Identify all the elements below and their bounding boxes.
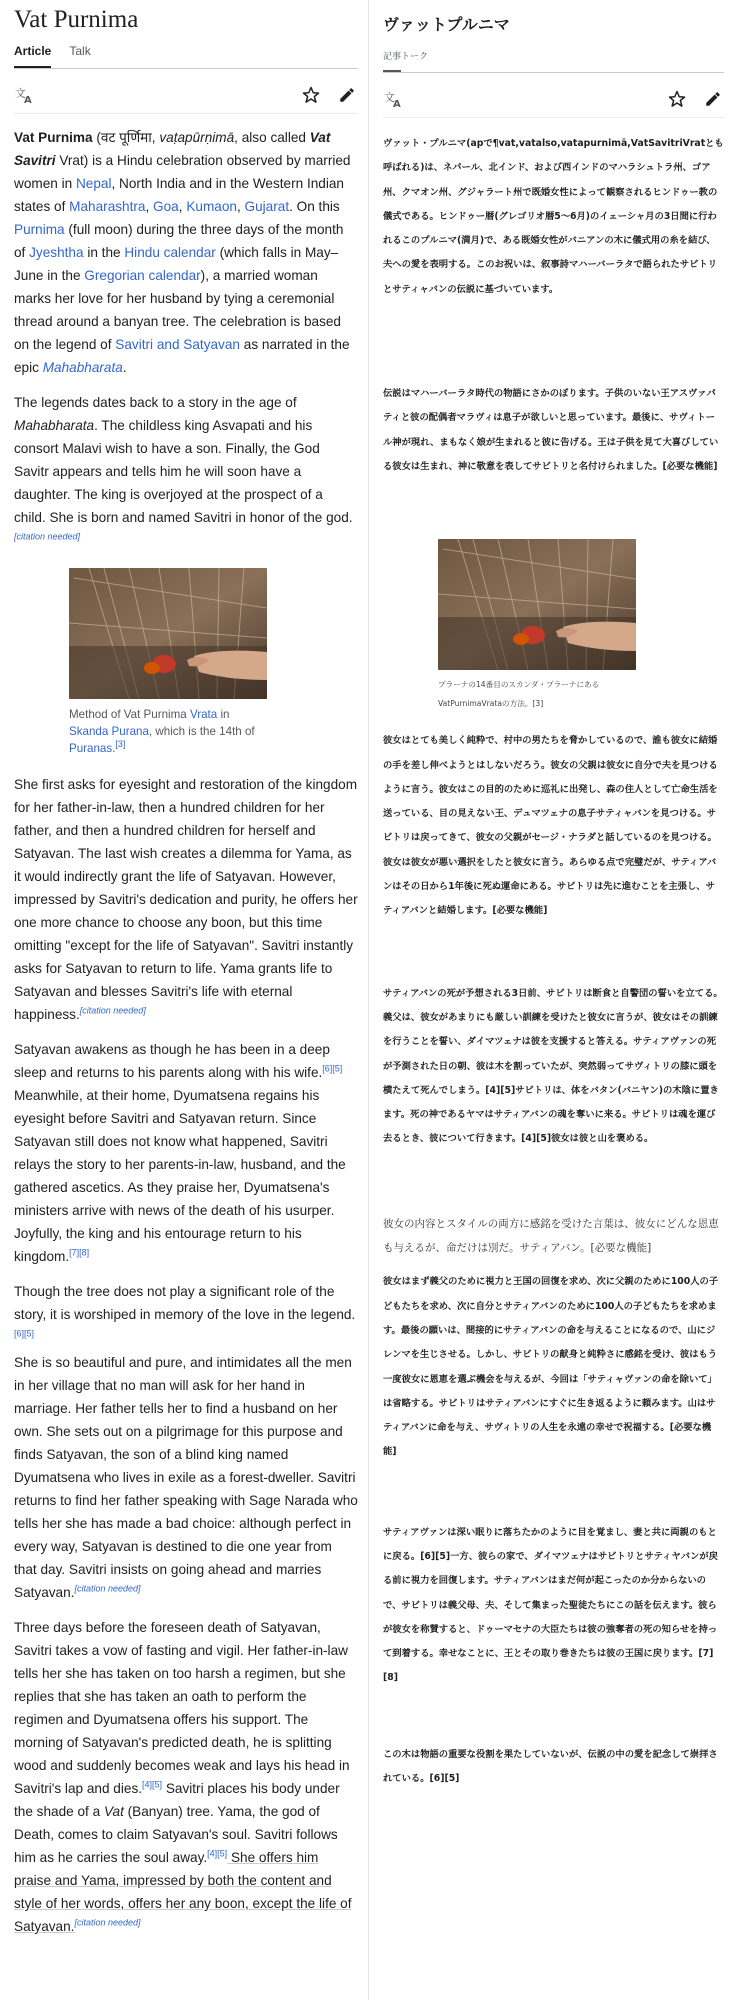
page-toolbar bbox=[14, 77, 358, 114]
text: , bbox=[178, 199, 187, 214]
text: The legends dates back to a story in the age of bbox=[14, 395, 297, 410]
figure-image-ja[interactable] bbox=[438, 539, 636, 670]
link-maharashtra[interactable]: Maharashtra bbox=[69, 199, 146, 214]
text: , North India and in the Western Indian states of bbox=[14, 176, 344, 214]
paragraph-awakening-ja: サティアヴァンは深い眠りに落ちたかのように目を覚まし、妻と共に両親のもとに戻る。[6][5]一方、彼らの家で、ダイマツェナはサビトリとサティヤバンが戻る前に視力を回復します。サティアバンはまだ何が起こったのか分からないので、サビトリは義父母、夫、そして集まった聖徒たちにこの話を伝えます。彼らが彼女を称賛すると、ドゥーマセナの大臣たちは彼の強奪者の死の知らせを持って到着する。幸せなことに、王とその取り巻きたちは彼の王国に戻ります。[7][8] bbox=[383, 1526, 718, 1684]
text: (which falls in May–June in the bbox=[14, 245, 339, 283]
link-vrata[interactable]: Vrata bbox=[189, 708, 218, 721]
reference[interactable]: [7][8] bbox=[69, 1247, 90, 1258]
tab-talk-ja[interactable]: トーク bbox=[401, 51, 429, 61]
link-gregorian-calendar[interactable]: Gregorian calendar bbox=[84, 268, 201, 283]
figure-ja bbox=[383, 539, 724, 713]
figure-caption-ja: プラーナの14番目のスカンダ・プラーナにあるVatPurnimaVrataの方法。[3] bbox=[438, 680, 600, 709]
paragraph-legend bbox=[14, 391, 358, 552]
text: She first asks for eyesight and restoration of the kingdom for her father-in-law, then a hundred children for her father, and then a hundred children for herself and Satyavan. The last wish creates a dilemma for Yama, as it would indirectly grant the life of Satyavan. However, impressed by Savitri's dedication and purity, he offers her one more chance to choose any boon, but this time omitting "except for the life of Satyavan". Savitri instantly asks for Satyavan to return to life. Yama grants life to Satyavan and blesses Savitri's life with eternal happiness. bbox=[14, 777, 358, 1022]
text: as narrated in the epic bbox=[14, 337, 350, 375]
citation-needed[interactable]: [citation needed] bbox=[74, 1917, 141, 1928]
devanagari-name: वट पूर्णिमा bbox=[100, 130, 152, 145]
text: . bbox=[112, 742, 116, 755]
text: in bbox=[217, 708, 230, 721]
text: Three days before the foreseen death of Satyavan, Savitri takes a vow of fasting and vigil. Her father-in-law tells her she has taken on too harsh a regimen, but she replies that she has taken an oath to perform the regimen and Dyumatsena offers his support. The morning of Satyavan's predicted death, he is splitting wood and suddenly becomes weak and lays his head in Savitri's lap and dies. bbox=[14, 1620, 350, 1796]
paragraph-death bbox=[14, 1616, 358, 1938]
citation-needed[interactable]: [citation needed] bbox=[79, 1005, 146, 1016]
namespace-tabs bbox=[14, 44, 358, 69]
pencil-icon[interactable] bbox=[336, 84, 358, 106]
svg-text:文: 文 bbox=[384, 91, 395, 104]
reference[interactable]: [6][5] bbox=[14, 1328, 35, 1339]
alt-name: Vat Savitri bbox=[14, 130, 331, 168]
paragraph-lead-ja: ヴァット・プルニマ(apで¶vat,vatalso,vatapurnimā,VatSavitriVratとも呼ばれる)は、ネパール、北インド、および西インドのマハラシュトラ州、ゴア州、クマオン州、グジャラート州で既婚女性によって観察されるヒンドゥー教の儀式である。ヒンドゥー暦(グレゴリオ暦5〜6月)のイェーシャ月の3日間に行われるこのプルニマ(満月)で、ある既婚女性がバニアンの木に儀式用の糸を結び、夫への愛を表明する。このお祝いは、叙事詩マハーバーラタで語られたサビトリとサティャバンの伝説に基づいています。 bbox=[383, 138, 724, 295]
paragraph-boons-ja: 彼女はまず義父のために視力と王国の回復を求め、次に父親のために100人の子どもたちを求め、次に自分とサティアバンのために100人の子どもたちを求めます。最後の願いは、間接的にサティアバンの命を与えることになるので、山にジレンマを生じさせる。しかし、サビトリの献身と純粋さに感銘を受け、彼はもう一度彼女に恩恵を選ぶ機会を与えるが、今回は「サティャヴァンの命を除いて」は省略する。サビトリはサティアバンにすぐに生き返るように頼みます。山はサティアバンに命を与え、サヴィトリの人生を永遠の幸せで祝福する。[必要な機能] bbox=[383, 1276, 719, 1458]
link-purnima[interactable]: Purnima bbox=[14, 222, 65, 237]
paragraph-boon-ja: 彼女の内容とスタイルの両方に感銘を受けた言葉は、彼女にどんな恩恵も与えるが、命だけは別だ。サティアバン。[必要な機能] bbox=[383, 1217, 719, 1255]
text: . The childless king Asvapati and his consort Malavi wish to have a son. Finally, the God Savitr appears and tells him he will soon have a daughter. The king is overjoyed at the prospect of a child. She is born and named Savitri in honor of the god. bbox=[14, 418, 353, 525]
paragraph-boons bbox=[14, 773, 358, 1026]
text: Method of Vat Purnima bbox=[69, 708, 190, 721]
toolbar-actions-ja bbox=[666, 88, 724, 110]
tab-talk[interactable]: Talk bbox=[69, 44, 91, 58]
reference[interactable]: [3] bbox=[115, 739, 126, 750]
figure-image[interactable] bbox=[69, 568, 267, 699]
star-icon[interactable] bbox=[300, 84, 322, 106]
link-gujarat[interactable]: Gujarat bbox=[244, 199, 290, 214]
reference[interactable]: [4][5] bbox=[142, 1779, 163, 1790]
text: . bbox=[122, 360, 127, 375]
text: , bbox=[236, 199, 245, 214]
page-title-ja: ヴァットプルニマ bbox=[383, 15, 510, 34]
paragraph-tree bbox=[14, 1280, 358, 1349]
text: Meanwhile, at their home, Dyumatsena regains his eyesight before Savitri and Satyavan return. Since Satyavan still does not know what happened, Savitri relays the story to her parents-in-law, husband, and the gathered ascetics. As they praise her, Dyumatsena's ministers arrive with news of the death of his usurper. Joyfully, the king and his entourage return to his kingdom. bbox=[14, 1088, 346, 1264]
translate-icon[interactable] bbox=[14, 84, 36, 106]
text: (full moon) during the three days of the month of bbox=[14, 222, 344, 260]
paragraph-tree-ja: この木は物語の重要な役割を果たしていないが、伝説の中の愛を記念して崇拝されている。[6][5] bbox=[383, 1748, 718, 1785]
paragraph-lead bbox=[14, 126, 358, 379]
citation-needed[interactable]: [citation needed] bbox=[74, 1583, 141, 1594]
paragraph-death-ja: サティアバンの死が予想される3日前、サビトリは断食と自警団の誓いを立てる。義父は、彼女があまりにも厳しい訓練を受けたと彼女に言うが、彼女はその訓練を行うことを誓い、ダイマツェナは彼を支援すると答える。サティアヴァンの死が予測された日の朝、彼は木を割っていたが、突然弱ってサヴィトリの膝に頭を横たえて死んでしまう。[4][5]サビトリは、体をバタン(バニヤン)の木陰に置きます。死の神であるヤマはサティアバンの魂を奪いに来る。サビトリは魂を運び去るとき、彼について行きます。[4][5]彼女は彼と山を褒める。 bbox=[383, 987, 723, 1145]
text: Satyavan awakens as though he has been in a deep sleep and returns to his parents along with his wife. bbox=[14, 1042, 330, 1080]
italic-text: Vat bbox=[103, 1804, 124, 1819]
underlined-text: She offers him praise and Yama, impressed by both the content and style of her words, offers her any boon, except the life of Satyavan. bbox=[14, 1850, 352, 1934]
text: Though the tree does not play a significant role of the story, it is worshiped in memory of the love in the legend. bbox=[14, 1284, 356, 1322]
link-mahabharata[interactable] bbox=[43, 360, 123, 375]
link-puranas[interactable]: Puranas bbox=[69, 742, 113, 755]
spacer bbox=[383, 1260, 724, 1270]
star-icon[interactable] bbox=[666, 88, 688, 110]
link-kumaon[interactable]: Kumaon bbox=[186, 199, 237, 214]
text: ( bbox=[92, 130, 101, 145]
iast-name: vaṭapūrṇimā bbox=[159, 130, 235, 145]
reference[interactable]: [6][5] bbox=[322, 1063, 343, 1074]
paragraph-legend-ja: 伝説はマハーバーラタ時代の物語にさかのぼります。子供のいない王アスヴァパティと彼の配偶者マラヴィは息子が欲しいと思っています。最後に、サヴィトール神が現れ、まもなく娘が生まれると彼に告げる。王は子供を見て大喜びしている彼女は生まれ、神に敬意を表してサビトリと名付けられました。[必要な機能] bbox=[383, 388, 719, 472]
italic-text: Mahabharata bbox=[14, 418, 95, 433]
text: , which is the 14th of bbox=[148, 725, 255, 738]
figure bbox=[14, 568, 358, 757]
paragraph-awakening bbox=[14, 1038, 358, 1268]
link-skanda-purana[interactable]: Skanda Purana bbox=[69, 725, 149, 738]
svg-text:文: 文 bbox=[15, 87, 26, 100]
svg-text:A: A bbox=[393, 99, 401, 108]
toolbar-actions bbox=[300, 84, 358, 106]
page-toolbar-ja bbox=[383, 81, 724, 118]
link-hindu-calendar[interactable]: Hindu calendar bbox=[124, 245, 216, 260]
text: Savitri places his body under the shade of a bbox=[14, 1781, 340, 1819]
translate-icon[interactable] bbox=[383, 88, 405, 110]
spacer bbox=[383, 1152, 724, 1212]
paragraph-marriage-ja: 彼女はとても美しく純粋で、村中の男たちを脅かしているので、誰も彼女に結婚の手を差し伸べようとはしないだろう。彼女の父親は彼女に自分で夫を見つけるように言う。彼女はこの目的のために巡礼に出発し、森の住人として亡命生活を送っている、目の見えない王、デュマツェナの息子サティャバンを見つける。サビトリは戻ってきて、彼女の父親がセージ・ナラダと話しているのを見つける。彼女は彼女が悪い選択をしたと彼女に言う。あらゆる点で完璧だが、サティアバンはその日から1年後に死ぬ運命にある。サビトリは先に進むことを主張し、サティアバンと結婚します。[必要な機能] bbox=[383, 735, 718, 917]
tab-article-ja[interactable]: 記事 bbox=[383, 49, 401, 72]
citation-needed[interactable]: [citation needed] bbox=[14, 531, 81, 542]
pencil-icon[interactable] bbox=[702, 88, 724, 110]
text: , also called bbox=[234, 130, 310, 145]
text: , bbox=[151, 130, 160, 145]
text: (Banyan) tree. Yama, the god of Death, comes to claim Satyavan's soul. Savitri follows him as he carries the soul away. bbox=[14, 1804, 338, 1865]
text: Vrat) is a Hindu celebration observed by married women in bbox=[14, 153, 351, 191]
spacer bbox=[383, 1691, 724, 1743]
japanese-column bbox=[369, 0, 738, 2000]
spacer bbox=[383, 1465, 724, 1521]
spacer bbox=[383, 302, 724, 382]
text: . On this bbox=[289, 199, 340, 214]
link-text: Mahabharata bbox=[42, 360, 123, 375]
page-title: Vat Purnima bbox=[14, 6, 139, 33]
link-jyeshtha[interactable]: Jyeshtha bbox=[29, 245, 84, 260]
tab-article[interactable]: Article bbox=[14, 44, 51, 68]
link-savitri-and-satyavan[interactable]: Savitri and Satyavan bbox=[115, 337, 240, 352]
reference[interactable]: [4][5] bbox=[207, 1848, 228, 1859]
link-goa[interactable]: Goa bbox=[153, 199, 179, 214]
text: She is so beautiful and pure, and intimidates all the men in her village that no man will ask for her hand in marriage. Her father tells her to find a husband on her own. She sets out on a pilgrimage for this purpose and finds Satyavan, the son of a blind king named Dyumatsena who lives in exile as a forest-dweller. Savitri returns to find her father speaking with Sage Narada who tells her she has made a bad choice: although perfect in every way, Satyavan is destined to die one year from that day. Savitri insists on going ahead and marries Satyavan. bbox=[14, 1355, 358, 1600]
spacer bbox=[383, 924, 724, 982]
text: ), a married woman marks her love for her husband by tying a ceremonial thread around a banyan tree. The celebration is based on the legend of bbox=[14, 268, 341, 352]
link-nepal[interactable]: Nepal bbox=[75, 176, 112, 191]
figure-caption bbox=[69, 706, 269, 757]
namespace-tabs-ja bbox=[383, 49, 724, 73]
term-name: Vat Purnima bbox=[14, 130, 93, 145]
svg-text:A: A bbox=[24, 95, 32, 104]
paragraph-marriage bbox=[14, 1351, 358, 1604]
text: in the bbox=[83, 245, 125, 260]
text: , bbox=[145, 199, 154, 214]
